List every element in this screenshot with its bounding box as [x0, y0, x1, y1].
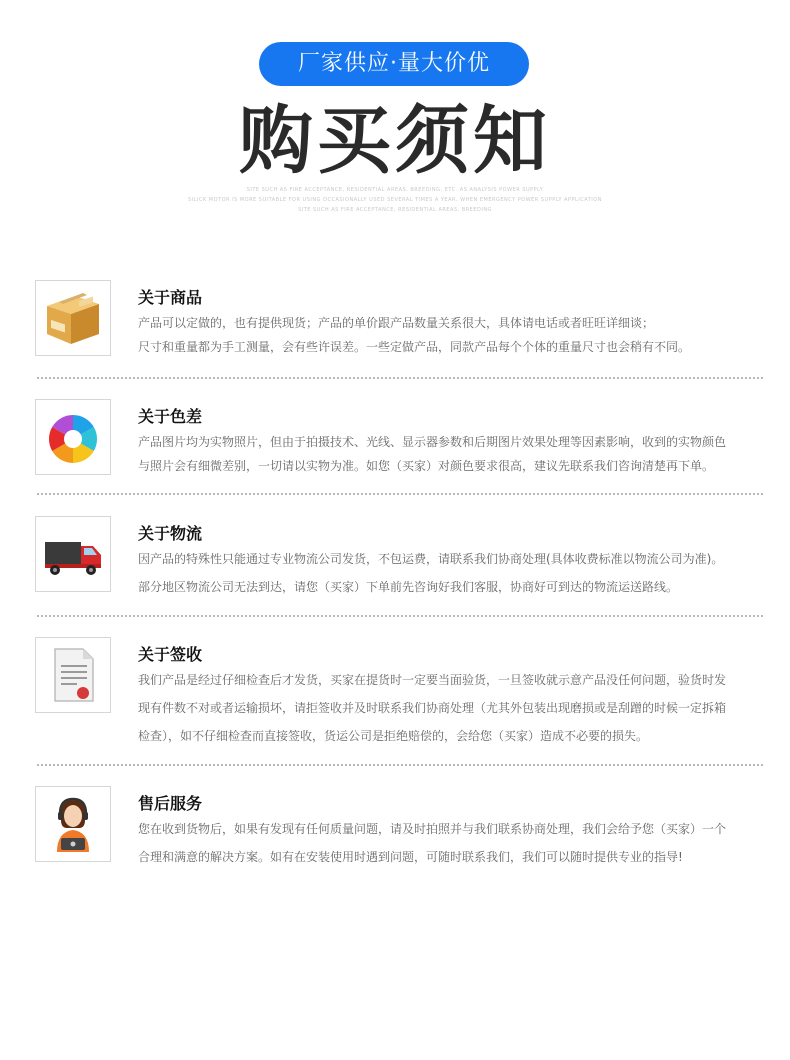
section-text-logistics: [138, 545, 763, 601]
fine-print-line-3: SITE SUCH AS FIRE ACCEPTANCE, RESIDENTIAL AREAS, BREEDING: [298, 207, 492, 213]
text-line: 现有件数不对或者运输损坏，请拒签收并及时联系我们协商处理（尤其外包装出现磨损或是刮蹭的时候一定拆箱: [138, 701, 727, 715]
section-title-goods: 关于商品: [138, 288, 203, 307]
text-line: 尺寸和重量都为手工测量，会有些许误差。一些定做产品，同款产品每个个体的重量尺寸也会稍有不同。: [138, 340, 691, 354]
text-line: 与照片会有细微差别，一切请以实物为准。如您（买家）对颜色要求很高，建议先联系我们咨询清楚再下单。: [138, 459, 715, 473]
delivery-truck-icon: [35, 516, 111, 592]
section-text-color: [138, 430, 763, 478]
promo-banner-pill: 厂家供应·量大价优: [259, 42, 529, 86]
text-line: 您在收到货物后，如果有发现有任何质量问题，请及时拍照并与我们联系协商处理，我们会给予您（买家）一个: [138, 822, 727, 836]
document-seal-icon: [35, 637, 111, 713]
text-line: 产品可以定做的，也有提供现货；产品的单价跟产品数量关系很大，具体请电话或者旺旺详细谈；: [138, 316, 655, 330]
section-title-after-sales: 售后服务: [138, 794, 203, 813]
cardboard-box-icon: [35, 280, 111, 356]
text-line: 因产品的特殊性只能通过专业物流公司发货，不包运费，请联系我们协商处理(具体收费标准以物流公司为准)。: [138, 552, 724, 566]
text-line: 我们产品是经过仔细检查后才发货，买家在提货时一定要当面验货，一旦签收就示意产品没任何问题，验货时发: [138, 673, 727, 687]
dotted-divider: [37, 764, 763, 766]
dotted-divider: [37, 615, 763, 617]
text-line: 检查），如不仔细检查而直接签收，货运公司是拒绝赔偿的，会给您（买家）造成不必要的损失。: [138, 729, 649, 743]
fine-print-line-2: SILICK MOTOR IS MORE SUITABLE FOR USING OCCASIONALLY USED SEVERAL TIMES A YEAR, WHEN EMERGENCY POWER SUPPLY APPLICATION: [188, 197, 602, 203]
dotted-divider: [37, 377, 763, 379]
section-text-after-sales: [138, 815, 763, 871]
page-title: 购买须知: [239, 98, 551, 184]
fine-print-line-1: SITE SUCH AS FIRE ACCEPTANCE, RESIDENTIAL AREAS, BREEDING, ETC. AS ANALYSIS POWER SUPPLY: [246, 187, 544, 193]
section-text-sign-off: [138, 666, 763, 750]
color-wheel-icon: [35, 399, 111, 475]
text-line: 合理和满意的解决方案。如有在安装使用时遇到问题，可随时联系我们，我们可以随时提供专业的指导!: [138, 850, 683, 864]
text-line: 产品图片均为实物照片，但由于拍摄技术、光线、显示器参数和后期图片效果处理等因素影响，收到的实物颜色: [138, 435, 727, 449]
dotted-divider: [37, 493, 763, 495]
customer-service-icon: [35, 786, 111, 862]
section-title-sign-off: 关于签收: [138, 645, 203, 664]
section-text-goods: [138, 311, 763, 359]
text-line: 部分地区物流公司无法到达，请您（买家）下单前先咨询好我们客服，协商好可到达的物流运送路线。: [138, 580, 679, 594]
section-title-color: 关于色差: [138, 407, 203, 426]
section-title-logistics: 关于物流: [138, 524, 203, 543]
